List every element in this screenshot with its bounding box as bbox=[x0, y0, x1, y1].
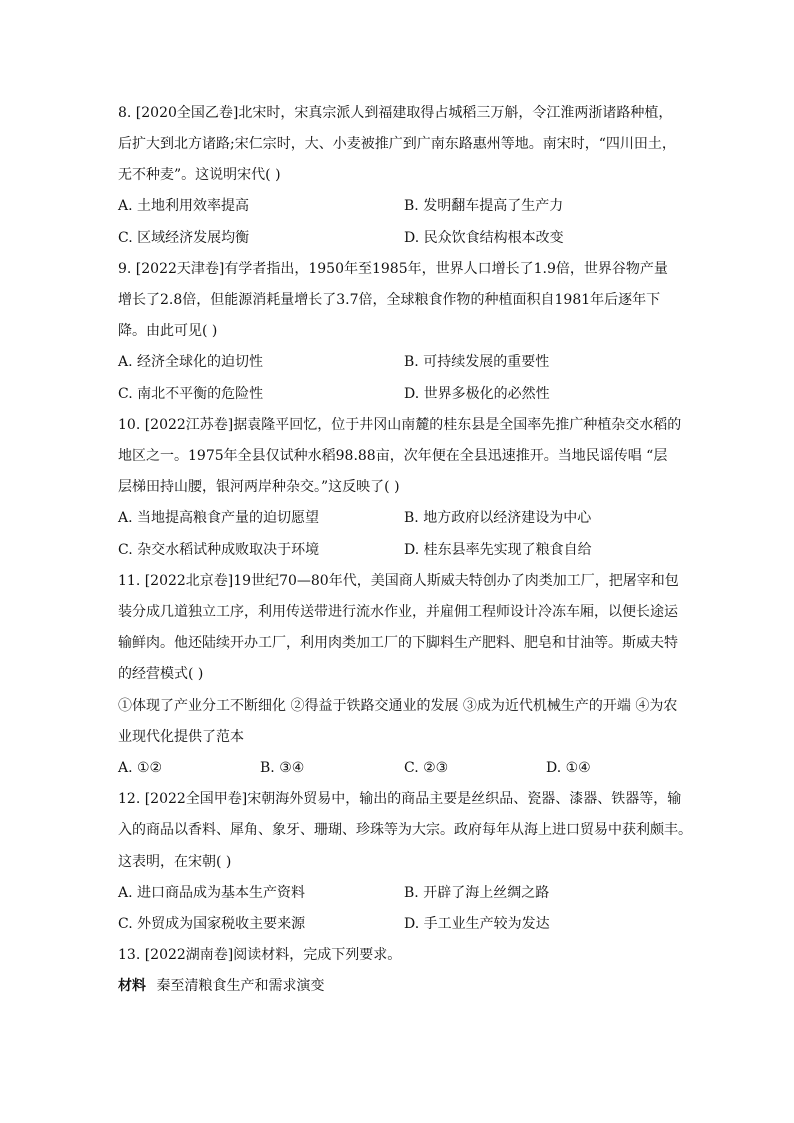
q11-option-a: A. ①② bbox=[118, 760, 163, 776]
q9-option-d: D. 世界多极化的必然性 bbox=[404, 386, 550, 402]
q12-option-d: D. 手工业生产较为发达 bbox=[404, 916, 550, 932]
q12-line-2: 入的商品以香料、犀角、象牙、珊瑚、珍珠等为大宗。政府每年从海上进口贸易中获利颇丰。 bbox=[118, 822, 692, 838]
material-title: 秦至清粮食生产和需求演变 bbox=[156, 978, 325, 994]
q9-option-b: B. 可持续发展的重要性 bbox=[404, 354, 550, 370]
q11-line-2: 装分成几道独立工序，利用传送带进行流水作业，并雇佣工程师设计冷冻车厢，以便长途运 bbox=[118, 604, 678, 620]
q11-line-4: 的经营模式( ) bbox=[118, 666, 204, 682]
q10-option-d: D. 桂东县率先实现了粮食自给 bbox=[404, 542, 592, 558]
q11-option-c: C. ②③ bbox=[404, 760, 449, 776]
q10-line-2: 地区之一。1975年全县仅试种水稻98.88亩，次年便在全县迅速推开。当地民谣传唱 “层 bbox=[118, 448, 668, 464]
q10-line-3: 层梯田持山腰，银河两岸种杂交。”这反映了( ) bbox=[118, 479, 400, 495]
q13-line-1: 13. [2022湖南卷]阅读材料，完成下列要求。 bbox=[118, 947, 402, 963]
q11-line-5: ①体现了产业分工不断细化 ②得益于铁路交通业的发展 ③成为近代机械生产的开端 ④为农 bbox=[118, 698, 678, 714]
q12-option-b: B. 开辟了海上丝绸之路 bbox=[404, 885, 550, 901]
q10-option-b: B. 地方政府以经济建设为中心 bbox=[404, 510, 592, 526]
q8-option-c: C. 区域经济发展均衡 bbox=[118, 230, 250, 246]
q12-line-1: 12. [2022全国甲卷]宋朝海外贸易中，输出的商品主要是丝织品、瓷器、漆器、铁器等，输 bbox=[118, 791, 682, 807]
q9-line-2: 增长了2.8倍，但能源消耗量增长了3.7倍，全球粮食作物的种植面积自1981年后逐年下 bbox=[118, 292, 661, 308]
q9-option-c: C. 南北不平衡的危险性 bbox=[118, 386, 264, 402]
q13-material-line bbox=[118, 977, 324, 995]
q8-option-d: D. 民众饮食结构根本改变 bbox=[404, 230, 564, 246]
q9-option-a: A. 经济全球化的迫切性 bbox=[118, 354, 264, 370]
q10-option-c: C. 杂交水稻试种成败取决于环境 bbox=[118, 542, 320, 558]
q12-line-3: 这表明，在宋朝( ) bbox=[118, 854, 232, 870]
material-label: 材料 bbox=[118, 978, 146, 994]
q8-line-2: 后扩大到北方诸路;宋仁宗时，大、小麦被推广到广南东路惠州等地。南宋时，“四川田土， bbox=[118, 136, 676, 152]
q8-option-a: A. 土地利用效率提高 bbox=[118, 198, 250, 214]
q11-option-d: D. ①④ bbox=[546, 760, 591, 776]
q8-line-1: 8. [2020全国乙卷]北宋时，宋真宗派人到福建取得占城稻三万斛，令江淮两浙诸路种植， bbox=[118, 105, 673, 121]
q9-line-3: 降。由此可见( ) bbox=[118, 323, 218, 339]
q8-line-3: 无不种麦”。这说明宋代( ) bbox=[118, 167, 281, 183]
q12-option-a: A. 进口商品成为基本生产资料 bbox=[118, 885, 306, 901]
q12-option-c: C. 外贸成为国家税收主要来源 bbox=[118, 916, 306, 932]
q11-option-b: B. ③④ bbox=[260, 760, 305, 776]
q11-line-1: 11. [2022北京卷]19世纪70—80年代，美国商人斯威夫特创办了肉类加工厂，把屠宰和包 bbox=[118, 573, 679, 589]
q11-line-6: 业现代化提供了范本 bbox=[118, 729, 244, 745]
q10-line-1: 10. [2022江苏卷]据袁隆平回忆，位于井冈山南麓的桂东县是全国率先推广种植杂交水稻的 bbox=[118, 417, 682, 433]
q10-option-a: A. 当地提高粮食产量的迫切愿望 bbox=[118, 510, 320, 526]
q8-option-b: B. 发明翻车提高了生产力 bbox=[404, 198, 564, 214]
q11-line-3: 输鲜肉。他还陆续开办工厂，利用肉类加工厂的下脚料生产肥料、肥皂和甘油等。斯威夫特 bbox=[118, 635, 678, 651]
q9-line-1: 9. [2022天津卷]有学者指出，1950年至1985年，世界人口增长了1.9倍，世界谷物产量 bbox=[118, 261, 668, 277]
